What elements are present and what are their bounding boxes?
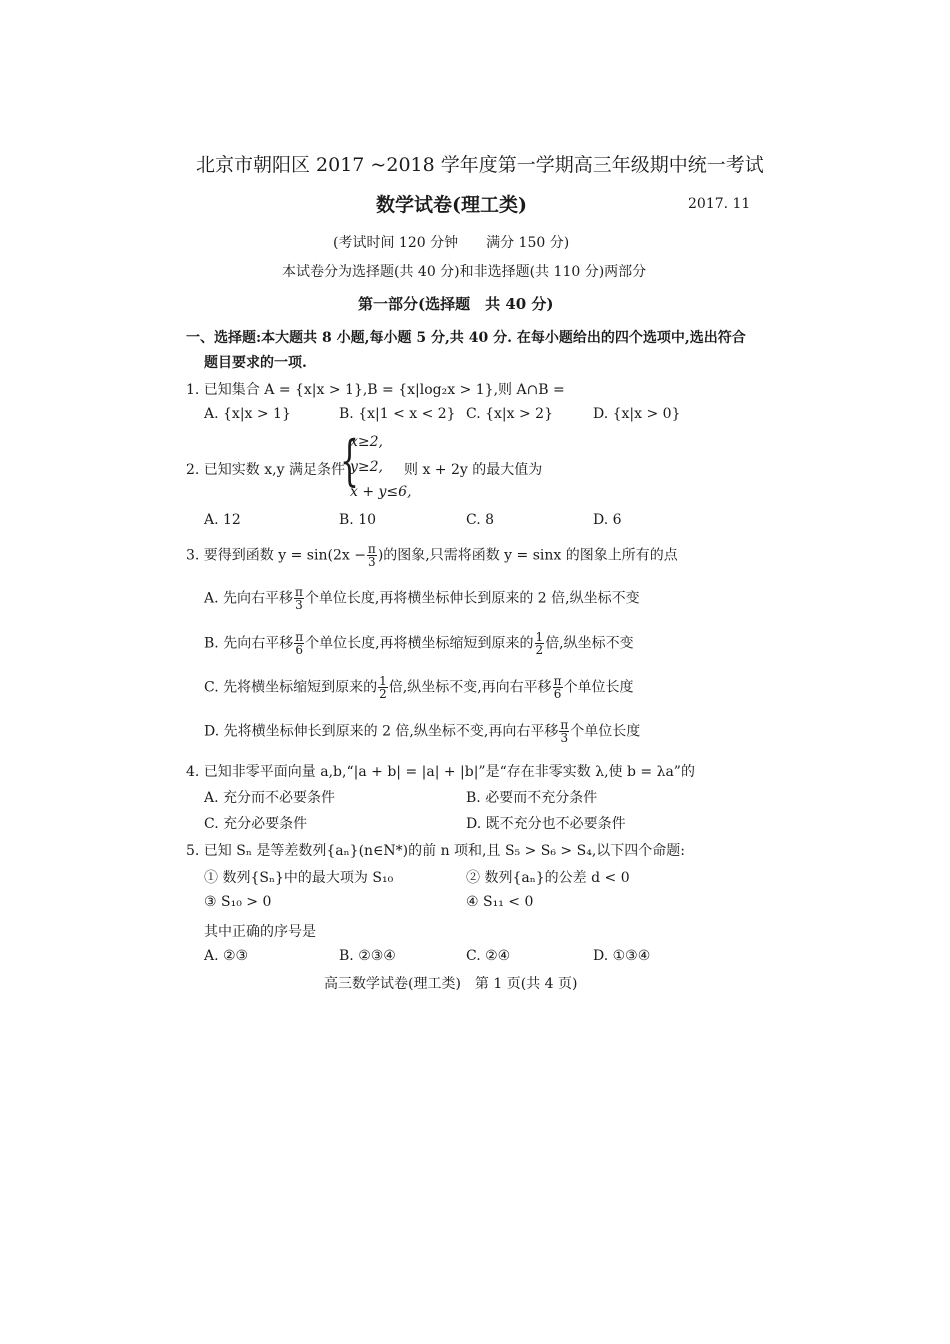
q3-option-c-text-2: 倍,纵坐标不变,再向右平移 (388, 679, 552, 696)
exam-date: 2017. 11 (688, 196, 751, 212)
q1-option-b[interactable]: B. {x|1 < x < 2} (339, 406, 456, 422)
q3-option-b-den-1: 6 (295, 643, 303, 657)
q2-brace: { (340, 429, 359, 492)
q5-stem: 5. 已知 Sₙ 是等差数列{aₙ}(n∈N*)的前 n 项和,且 S₅ > S₆ > S₄,以下四个命题: (186, 843, 685, 859)
exam-subtitle: 数学试卷(理工类) (376, 194, 527, 216)
q3-option-c-den-2: 6 (553, 687, 562, 701)
exam-time-info: (考试时间 120 分钟 满分 150 分) (333, 235, 570, 251)
exam-structure: 本试卷分为选择题(共 40 分)和非选择题(共 110 分)两部分 (282, 264, 647, 280)
q5-proposition-4: ④ S₁₁ < 0 (466, 894, 534, 910)
q3-option-c-num-2: π (553, 674, 562, 688)
q1-option-a[interactable]: A. {x|x > 1} (204, 406, 291, 422)
q4-stem: 4. 已知非零平面向量 a,b,“|a + b| = |a| + |b|”是“存在非零实数 λ,使 b = λa”的 (186, 764, 695, 780)
q2-option-d[interactable]: D. 6 (593, 512, 622, 528)
q2-option-b[interactable]: B. 10 (339, 512, 377, 528)
q3-option-d[interactable] (204, 719, 640, 744)
q5-proposition-1: ① 数列{Sₙ}中的最大项为 S₁₀ (204, 870, 394, 886)
q1-stem: 1. 已知集合 A = {x|x > 1},B = {x|log₂x > 1},则 A∩B = (186, 382, 565, 398)
q3-option-d-fraction (559, 719, 569, 744)
q2-condition-1: x≥2, (350, 434, 383, 450)
q3-stem-frac-den: 3 (368, 555, 376, 569)
q3-option-b-text-1: B. 先向右平移 (204, 635, 294, 652)
q3-option-b-num-2: 1 (535, 630, 544, 644)
q4-option-c[interactable]: C. 充分必要条件 (204, 816, 308, 832)
q1-option-d[interactable]: D. {x|x > 0} (593, 406, 681, 422)
q5-proposition-2: ② 数列{aₙ}的公差 d < 0 (466, 870, 630, 886)
q2-condition-3: x + y≤6, (350, 484, 412, 500)
q3-stem-part-a: 3. 要得到函数 y = sin(2x − (186, 547, 366, 564)
q3-option-c-text-1: C. 先将横坐标缩短到原来的 (204, 679, 378, 696)
part1-instructions-line1: 一、选择题:本大题共 8 小题,每小题 5 分,共 40 分. 在每小题给出的四个选项中,选出符合 (186, 330, 746, 346)
q3-option-d-text-2: 个单位长度 (570, 723, 641, 740)
q4-option-a[interactable]: A. 充分而不必要条件 (204, 790, 336, 806)
q5-proposition-3: ③ S₁₀ > 0 (204, 894, 272, 910)
q5-option-a[interactable]: A. ②③ (204, 948, 249, 964)
q3-option-d-den: 3 (560, 731, 569, 745)
q3-option-b-text-3: 倍,纵坐标不变 (545, 635, 634, 652)
q3-option-b-text-2: 个单位长度,再将横坐标缩短到原来的 (305, 635, 534, 652)
page-footer: 高三数学试卷(理工类) 第 1 页(共 4 页) (324, 976, 578, 992)
q3-stem-frac-num: π (367, 542, 376, 556)
q3-option-c[interactable] (204, 675, 634, 700)
q3-option-c-num-1: 1 (379, 674, 387, 688)
q2-stem-suffix: 则 x + 2y 的最大值为 (404, 462, 543, 478)
part1-title: 第一部分(选择题 共 40 分) (358, 295, 554, 313)
q2-option-c[interactable]: C. 8 (466, 512, 495, 528)
q3-option-c-text-3: 个单位长度 (563, 679, 634, 696)
q3-option-c-fraction-1 (378, 675, 388, 700)
q3-option-b-fraction-2 (535, 631, 545, 656)
q5-option-c[interactable]: C. ②④ (466, 948, 511, 964)
q3-stem (186, 543, 678, 568)
q3-option-a-text-1: A. 先向右平移 (204, 590, 294, 607)
q3-option-d-num: π (560, 718, 569, 732)
q5-option-b[interactable]: B. ②③④ (339, 948, 396, 964)
q3-option-a[interactable] (204, 586, 640, 611)
q2-option-a[interactable]: A. 12 (204, 512, 241, 528)
q5-question: 其中正确的序号是 (204, 924, 316, 940)
q3-stem-part-b: )的图象,只需将函数 y = sinx 的图象上所有的点 (377, 547, 678, 564)
q3-option-b-fraction-1 (294, 631, 304, 656)
q4-option-b[interactable]: B. 必要而不充分条件 (466, 790, 598, 806)
q5-option-d[interactable]: D. ①③④ (593, 948, 651, 964)
q3-option-a-fraction (294, 586, 304, 611)
exam-title: 北京市朝阳区 2017 ~2018 学年度第一学期高三年级期中统一考试 (196, 154, 764, 176)
q3-option-c-fraction-2 (553, 675, 563, 700)
part1-instructions-line2: 题目要求的一项. (204, 355, 307, 371)
q3-option-b[interactable] (204, 631, 634, 656)
q1-option-c[interactable]: C. {x|x > 2} (466, 406, 553, 422)
q3-option-a-den: 3 (295, 598, 303, 612)
q3-stem-fraction (367, 543, 377, 568)
q3-option-d-text-1: D. 先将横坐标伸长到原来的 2 倍,纵坐标不变,再向右平移 (204, 723, 559, 740)
q3-option-b-den-2: 2 (535, 643, 544, 657)
q3-option-a-num: π (295, 585, 303, 599)
q2-stem-prefix: 2. 已知实数 x,y 满足条件 (186, 462, 345, 478)
q3-option-a-text-2: 个单位长度,再将横坐标伸长到原来的 2 倍,纵坐标不变 (304, 590, 640, 607)
q3-option-b-num-1: π (295, 630, 304, 644)
q2-condition-2: y≥2, (350, 459, 383, 475)
q4-option-d[interactable]: D. 既不充分也不必要条件 (466, 816, 626, 832)
q3-option-c-den-1: 2 (379, 687, 387, 701)
